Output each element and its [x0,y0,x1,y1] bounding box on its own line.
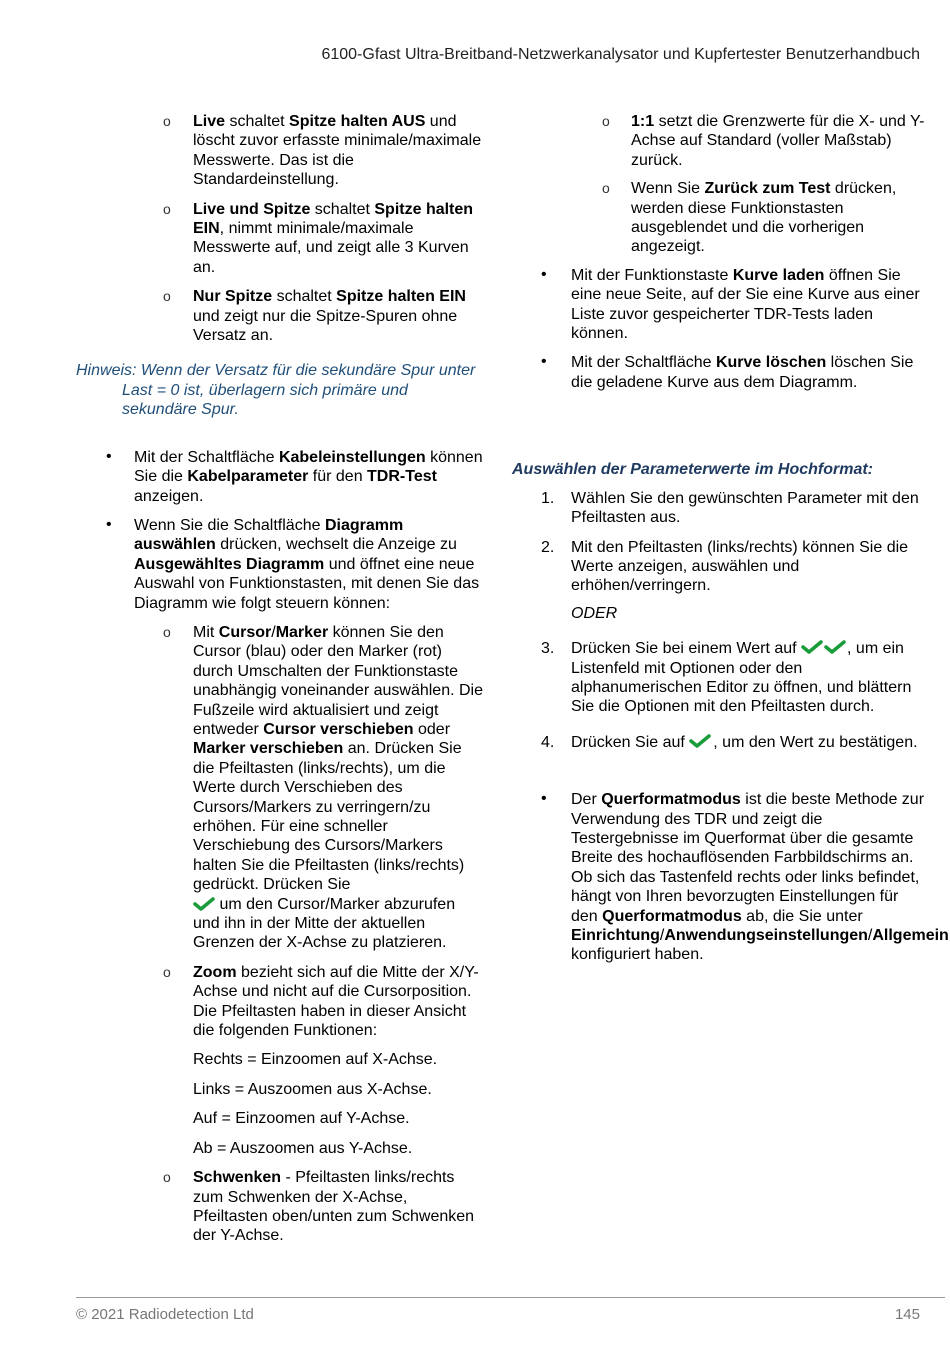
cursor-term: Cursor [218,623,272,641]
section-heading: Auswählen der Parameterwerte im Hochformat: [512,461,873,479]
sub-marker: o [163,288,171,305]
left-column [76,112,486,1256]
text: für den [308,468,368,486]
text: schaltet [310,200,375,218]
step-number: 2. [541,538,555,556]
text: löschen Sie die geladene Kurve aus dem Diagramm. [571,354,914,391]
list-item-back-to-test [512,179,927,257]
list-item-delete-curve [512,353,927,392]
text: öffnen Sie eine neue Seite, auf der Sie eine Kurve aus einer Liste zuvor gespeicherter TDR-Tests laden können. [571,266,920,343]
text: Wenn Sie die Schaltfläche [134,516,325,534]
text: , nimmt minimale/maximale Messwerte auf, und zeigt alle 3 Kurven an. [193,220,469,276]
one-to-one-term: 1:1 [631,113,655,130]
zoom-line-down: Ab = Auszoomen aus Y-Achse. [193,1139,413,1157]
landscape-mode-term: Querformatmodus [602,907,742,925]
list-item-select-diagram [76,516,486,613]
page-header: 6100-Gfast Ultra-Breitband-Netzwerkanalysator und Kupfertester Benutzerhandbuch [321,46,920,63]
text: Drücken Sie auf [571,733,690,751]
zoom-line-right: Rechts = Einzoomen auf X-Achse. [193,1051,438,1069]
sub-marker: o [163,1169,171,1186]
text: Wählen Sie den gewünschten Parameter mit den Pfeiltasten aus. [571,489,919,527]
text: anzeigen. [134,487,204,505]
text: drücken, wechselt die Anzeige zu [215,536,457,554]
peak-hold-on-term: Spitze halten EIN [193,200,474,238]
list-item-zoom [76,963,486,1041]
text: / [659,927,665,944]
list-item-cable-settings [76,448,486,506]
text: Mit der Schaltfläche [134,448,279,466]
live-and-peak-term: Live und Spitze [193,200,311,218]
text: schaltet [225,113,290,130]
general-term: Allgemein [872,927,949,944]
sub-marker: o [163,200,171,217]
text: Mit der Funktionstaste [571,266,733,284]
list-item-reset-scale [512,112,927,170]
peak-hold-on-term: Spitze halten EIN [336,288,466,306]
pan-term: Schwenken [193,1169,282,1187]
list-item-load-curve [512,266,927,344]
step-4 [512,733,927,752]
step-number: 1. [541,489,555,507]
select-diagram-term: Diagramm auswählen [134,516,404,554]
cable-parameters-term: Kabelparameter [187,468,309,486]
landscape-mode-term: Querformatmodus [601,791,741,809]
footer-copyright: © 2021 Radiodetection Ltd [76,1306,254,1323]
text: um den Cursor/Marker abzurufen und ihn in der Mitte der aktuellen Grenzen der X-Achse zu platzieren. [193,895,456,952]
list-item-pan [76,1168,486,1246]
app-settings-term: Anwendungseinstellungen [664,927,868,944]
list-item-live [76,112,486,190]
text: können Sie den Cursor (blau) oder den Marker (rot) durch Umschalten der Funktionstaste unabhängig voneinander auswählen. Die Fußzeile wird aktualisiert und zeigt entweder [193,623,483,738]
sub-marker: o [163,963,171,980]
bullet-marker: • [106,515,112,533]
text: / [867,927,873,944]
text: Mit [193,623,219,641]
bullet-marker: • [541,353,547,371]
check-icon [193,897,215,911]
sub-marker: o [602,113,610,129]
list-item-live-and-peak [76,200,486,278]
list-item-peak-only [76,287,486,345]
delete-curve-term: Kurve löschen [715,354,827,372]
text: ist die beste Methode zur Verwendung des TDR und zeigt die Testergebnisse im Querformat über die gesamte Breite des hochauflösenden Farbbildschirms an. Ob sich das Tastenfeld rechts oder links befindet, hängt von Ihren bevorzugten Einstellungen für den [571,791,925,925]
footer-divider [76,1297,945,1298]
text: ab, die Sie unter [741,907,863,925]
zoom-term: Zoom [193,963,237,981]
back-to-test-term: Zurück zum Test [704,180,831,198]
bullet-marker: • [106,447,112,465]
text: Der [571,791,602,809]
text: drücken, werden diese Funktionstasten ausgeblendet und die vorherigen angezeigt. [631,180,897,256]
live-term: Live [193,113,226,130]
right-column [512,112,949,975]
text: - Pfeiltasten links/rechts zum Schwenken der X-Achse, Pfeiltasten oben/unten zum Schwenken der Y-Achse. [193,1169,475,1245]
cable-settings-term: Kabeleinstellungen [278,448,426,466]
text: , um den Wert zu bestätigen. [713,733,918,751]
setup-term: Einrichtung [571,927,660,944]
list-item-landscape-mode [512,790,949,965]
load-curve-term: Kurve laden [732,266,825,284]
sub-marker: o [602,180,610,197]
step-3 [512,639,927,717]
move-marker-term: Marker verschieben [193,740,344,758]
sub-marker: o [163,113,171,129]
bullet-marker: • [541,790,547,808]
text: schaltet [272,288,337,306]
page-number: 145 [894,1306,920,1323]
step-1 [512,489,927,528]
text: , um ein Listenfeld mit Optionen oder den alphanumerischen Editor zu öffnen, und blättern Sie die Optionen mit den Pfeiltasten durch. [571,640,912,716]
bullet-marker: • [541,265,547,283]
peak-hold-off-term: Spitze halten AUS [289,113,426,130]
step-number: 3. [541,640,555,658]
text: / [271,623,276,641]
step-2 [512,538,927,596]
step-number: 4. [541,733,555,751]
list-item-cursor-marker [76,623,486,953]
marker-term: Marker [275,623,329,641]
text: konfiguriert haben. [571,946,704,964]
zoom-line-up: Auf = Einzoomen auf Y-Achse. [193,1110,410,1128]
zoom-line-left: Links = Auszoomen aus X-Achse. [193,1080,432,1098]
text: bezieht sich auf die Mitte der X/Y-Achse und nicht auf die Cursorposition. Die Pfeiltasten haben in dieser Ansicht die folgenden Funktionen: [193,963,479,1040]
move-cursor-term: Cursor verschieben [263,720,414,738]
text: Mit den Pfeiltasten (links/rechts) können Sie die Werte anzeigen, auswählen und erhöhen/verringern. [571,538,909,595]
text: Drücken Sie bei einem Wert auf [571,640,802,658]
sub-marker: o [163,623,171,640]
double-check-icon [801,639,847,655]
text: setzt die Grenzwerte für die X- und Y-Achse auf Standard (voller Maßstab) zurück. [631,113,925,169]
text: und zeigt nur die Spitze-Spuren ohne Versatz an. [193,307,458,345]
text: und öffnet eine neue Auswahl von Funktionstasten, mit denen Sie das Diagramm wie folgt steuern können: [134,555,480,612]
check-icon [689,733,713,749]
selected-diagram-term: Ausgewähltes Diagramm [134,555,325,573]
or-label: ODER [571,604,618,622]
text: Mit der Schaltfläche [571,354,716,372]
note: Hinweis: Wenn der Versatz für die sekundäre Spur unter Last = 0 ist, überlagern sich primäre und sekundäre Spur. [76,362,476,419]
text: an. Drücken Sie die Pfeiltasten (links/rechts), um die Werte durch Verschieben des Cursors/Markers zu verringern/zu erhöhen. Für eine schneller Verschiebung des Cursors/Markers halten Sie die Pfeiltasten (links/rechts) gedrückt. Drücken Sie [193,740,465,894]
text: und löscht zuvor erfasste minimale/maximale Messwerte. Das ist die Standardeinstellung. [193,113,482,189]
tdr-test-term: TDR-Test [367,468,437,486]
text: können Sie die [134,448,483,486]
text: oder [413,720,451,738]
peak-only-term: Nur Spitze [193,288,273,306]
text: Wenn Sie [631,180,705,198]
